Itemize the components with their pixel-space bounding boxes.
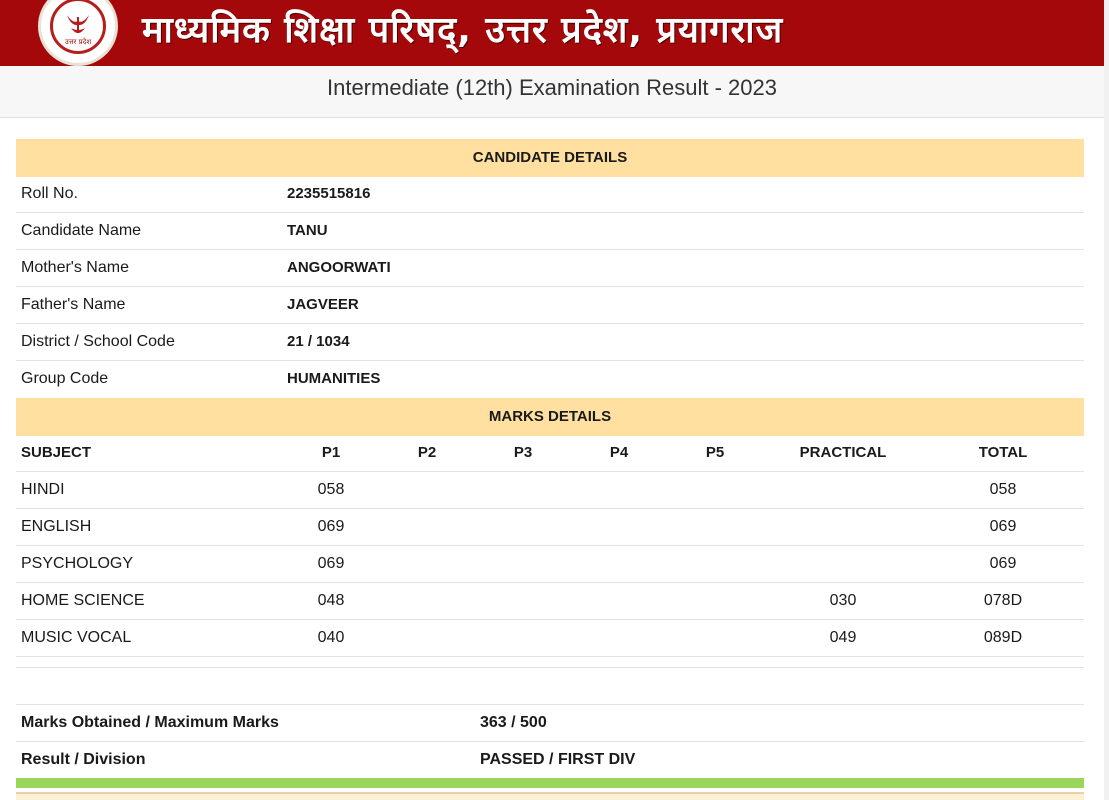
detail-row-roll-no	[16, 176, 1084, 213]
up-government-logo	[38, 0, 118, 66]
detail-value: TANU	[287, 222, 328, 239]
summary-row-marks-obtained	[16, 705, 1084, 742]
detail-value: JAGVEER	[287, 296, 359, 313]
scrollbar-track[interactable]	[1104, 0, 1109, 800]
p1-marks: 069	[317, 555, 345, 572]
total-marks: 069	[989, 518, 1017, 535]
logo-caption: उत्तर प्रदेश	[64, 38, 92, 46]
result-title-bar	[0, 66, 1104, 118]
summary-label: Result / Division	[21, 751, 146, 768]
detail-row-group-code	[16, 361, 1084, 398]
col-p3: P3	[513, 444, 533, 461]
subject-name: HOME SCIENCE	[21, 592, 145, 609]
table-row	[16, 583, 1084, 620]
marks-details-header: MARKS DETAILS	[16, 398, 1084, 436]
total-marks: 089D	[983, 629, 1023, 646]
p1-marks: 069	[317, 518, 345, 535]
divider	[16, 667, 1084, 668]
summary-value: PASSED / FIRST DIV	[480, 751, 636, 768]
board-name-title: माध्यमिक शिक्षा परिषद्, उत्तर प्रदेश, प्रयागराज	[142, 10, 784, 51]
detail-label: District / School Code	[21, 333, 175, 350]
detail-label: Father's Name	[21, 296, 126, 313]
detail-label: Roll No.	[21, 185, 78, 202]
page-title: Intermediate (12th) Examination Result - 2023	[326, 75, 777, 100]
practical-marks: 049	[829, 629, 857, 646]
p1-marks: 040	[317, 629, 345, 646]
site-header	[0, 0, 1104, 66]
table-row	[16, 620, 1084, 657]
detail-value: ANGOORWATI	[287, 259, 391, 276]
detail-value: 21 / 1034	[287, 333, 350, 350]
detail-label: Group Code	[21, 370, 109, 387]
detail-row-father-name	[16, 287, 1084, 324]
total-marks: 069	[989, 555, 1017, 572]
candidate-details-header: CANDIDATE DETAILS	[16, 139, 1084, 177]
table-row	[16, 472, 1084, 509]
p1-marks: 058	[317, 481, 345, 498]
detail-label: Mother's Name	[21, 259, 129, 276]
col-total: TOTAL	[978, 444, 1028, 461]
col-p5: P5	[705, 444, 725, 461]
emblem-icon	[63, 12, 93, 38]
summary-row-result-division	[16, 742, 1084, 779]
detail-row-district-school-code	[16, 324, 1084, 361]
col-subject: SUBJECT	[21, 444, 92, 461]
logo-ring	[50, 0, 106, 54]
table-row	[16, 546, 1084, 583]
total-marks: 058	[989, 481, 1017, 498]
subject-name: HINDI	[21, 481, 65, 498]
table-row	[16, 509, 1084, 546]
total-marks: 078D	[983, 592, 1023, 609]
detail-row-candidate-name	[16, 213, 1084, 250]
p1-marks: 048	[317, 592, 345, 609]
footer-band	[16, 792, 1084, 800]
pass-status-bar	[16, 778, 1084, 788]
detail-label: Candidate Name	[21, 222, 142, 239]
subject-name: MUSIC VOCAL	[21, 629, 132, 646]
col-p1: P1	[321, 444, 341, 461]
detail-value: 2235515816	[287, 185, 371, 202]
detail-value: HUMANITIES	[287, 370, 381, 387]
col-practical: PRACTICAL	[799, 444, 887, 461]
col-p2: P2	[417, 444, 437, 461]
subject-name: ENGLISH	[21, 518, 92, 535]
marks-table-header	[16, 435, 1084, 472]
detail-row-mother-name	[16, 250, 1084, 287]
col-p4: P4	[609, 444, 629, 461]
subject-name: PSYCHOLOGY	[21, 555, 134, 572]
summary-value: 363 / 500	[480, 714, 547, 731]
practical-marks: 030	[829, 592, 857, 609]
summary-label: Marks Obtained / Maximum Marks	[21, 714, 279, 731]
